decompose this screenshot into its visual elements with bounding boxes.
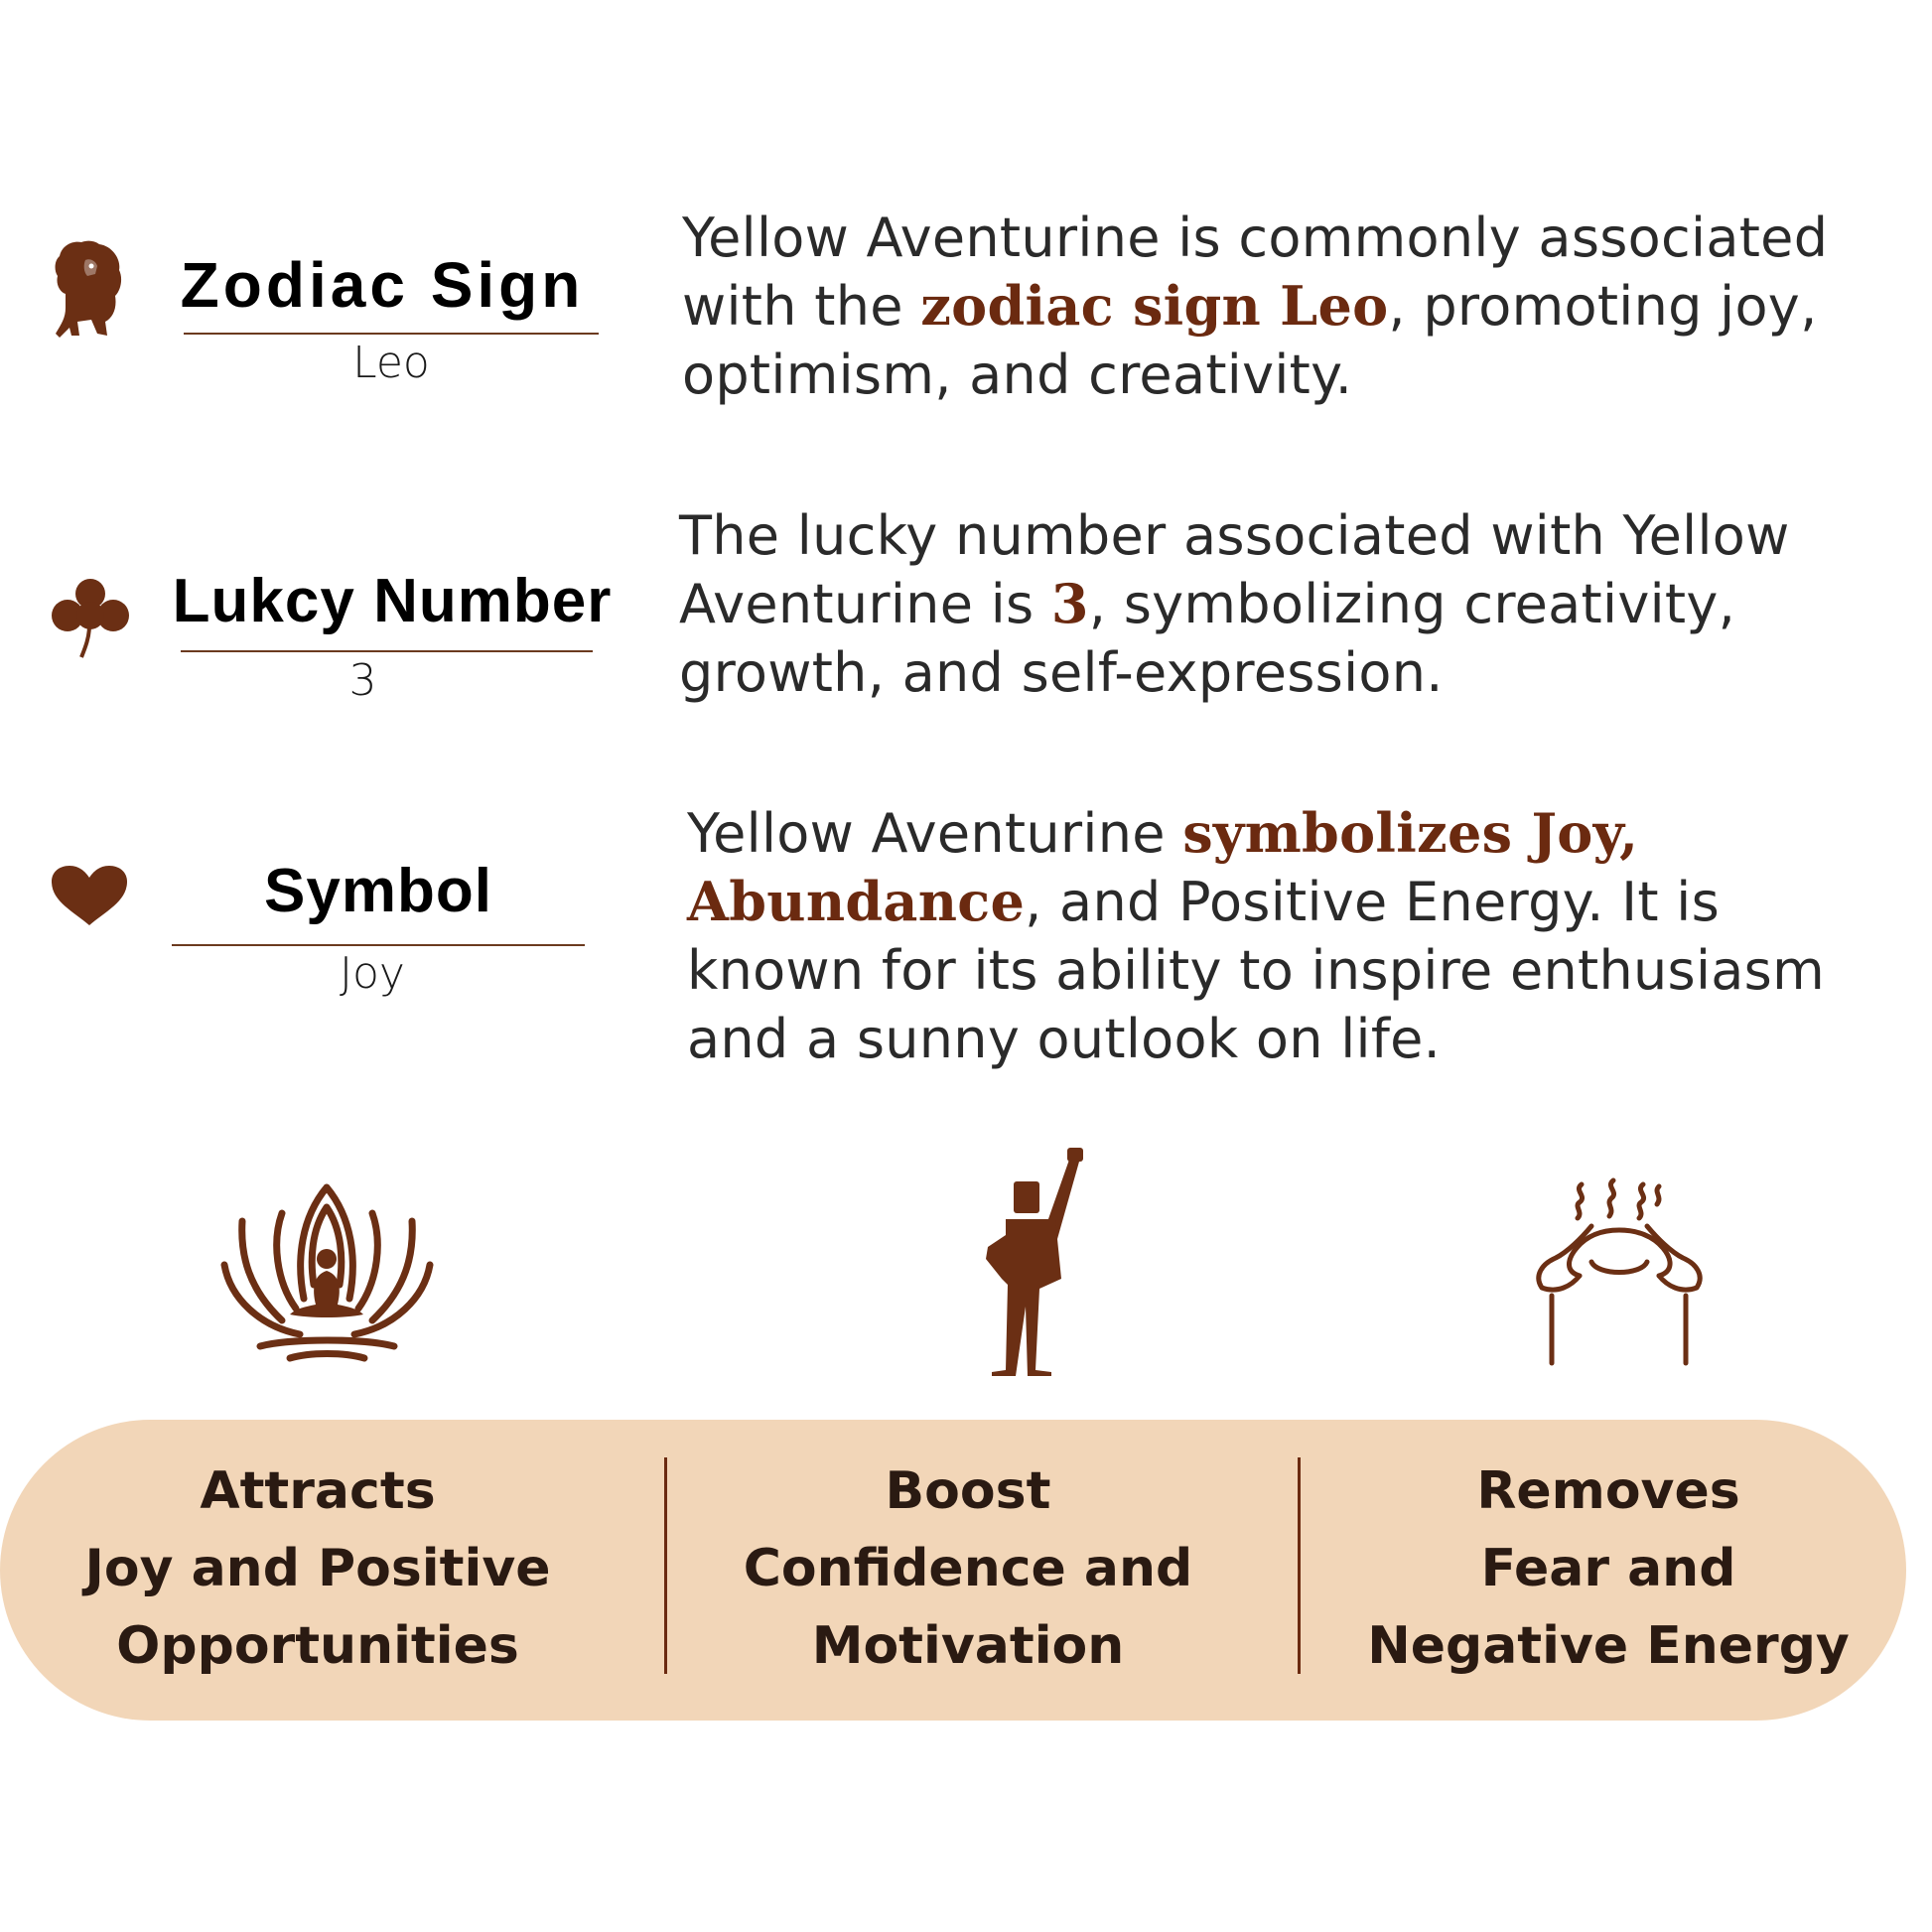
zodiac-sign-label: Zodiac Sign bbox=[180, 249, 585, 321]
zodiac-sign-rule bbox=[184, 333, 599, 335]
benefit-line: Negative Energy bbox=[1367, 1616, 1850, 1676]
benefit-line: Fear and bbox=[1480, 1539, 1736, 1598]
zodiac-sign-value: Leo bbox=[352, 338, 430, 388]
benefit-line: Opportunities bbox=[116, 1616, 519, 1676]
benefit-attracts-joy bbox=[40, 1445, 596, 1693]
symbol-rule bbox=[172, 944, 585, 946]
zodiac-sign-description: Yellow Aventurine is commonly associated with the zodiac sign Leo, promoting joy, optimism, and creativity. bbox=[682, 207, 1829, 406]
lucky-number-value: 3 bbox=[348, 655, 377, 706]
raised-fist-person-icon bbox=[978, 1140, 1087, 1376]
lucky-number-label: Lukcy Number bbox=[172, 567, 613, 635]
heart-icon bbox=[50, 864, 129, 927]
zodiac-sign-highlight: zodiac sign Leo bbox=[920, 274, 1389, 338]
benefit-line: Motivation bbox=[811, 1616, 1125, 1676]
benefit-boost-confidence bbox=[695, 1445, 1241, 1693]
lotus-meditation-icon bbox=[220, 1181, 434, 1370]
stressed-head-icon bbox=[1532, 1176, 1706, 1370]
banner-divider-2 bbox=[1298, 1457, 1301, 1674]
benefit-line: Joy and Positive bbox=[84, 1539, 551, 1598]
lion-icon bbox=[52, 238, 126, 342]
banner-divider-1 bbox=[664, 1457, 667, 1674]
symbol-value: Joy bbox=[340, 948, 405, 999]
clover-icon bbox=[48, 576, 133, 659]
benefit-line: Attracts bbox=[200, 1461, 436, 1521]
symbol-description: Yellow Aventurine symbolizes Joy, Abundance, and Positive Energy. It is known for its ability to inspire enthusiasm and a sunny outlook on life. bbox=[687, 801, 1826, 1070]
lucky-number-rule bbox=[181, 650, 593, 652]
symbol-label: Symbol bbox=[264, 857, 492, 925]
benefit-line: Removes bbox=[1476, 1461, 1740, 1521]
lucky-number-description: The lucky number associated with Yellow Aventurine is 3, symbolizing creativity, growth, and self-expression. bbox=[679, 504, 1790, 704]
benefit-removes-fear bbox=[1330, 1445, 1886, 1693]
symbol-highlight: symbolizes Joy, Abundance bbox=[687, 801, 1639, 933]
lucky-number-highlight: 3 bbox=[1050, 572, 1089, 635]
benefit-line: Confidence and bbox=[743, 1539, 1193, 1598]
benefit-line: Boost bbox=[885, 1461, 1051, 1521]
